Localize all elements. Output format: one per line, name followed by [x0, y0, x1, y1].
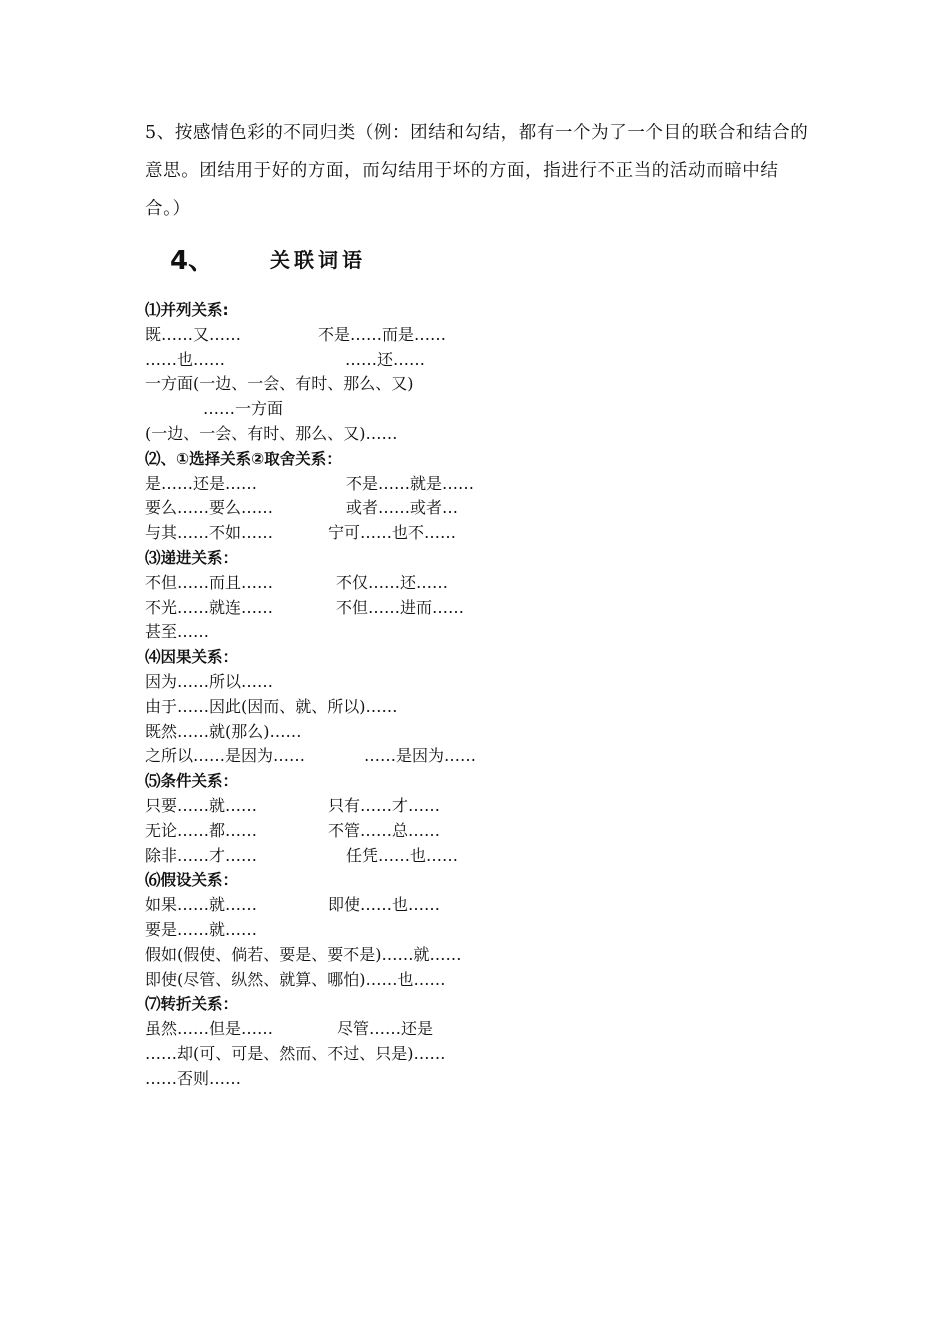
list-item — [145, 943, 645, 968]
item-right: 尽管……还是 — [337, 1019, 434, 1039]
section-title: ⑸条件关系： — [145, 772, 239, 791]
list-item — [145, 918, 645, 943]
section-title-row — [145, 298, 645, 323]
list-item — [145, 348, 645, 373]
item-left: 假如(假使、倘若、要是、要不是)……就…… — [145, 944, 462, 964]
item-left: 无论……都…… — [145, 820, 258, 840]
item-left: 既……又…… — [145, 324, 242, 344]
item-right: 或者……或者… — [346, 498, 459, 518]
heading-title: 关联词语 — [270, 248, 366, 272]
list-item — [145, 521, 645, 546]
list-item — [145, 620, 645, 645]
list-item — [145, 1042, 645, 1067]
list-item — [145, 968, 645, 993]
item-left: 是……还是…… — [145, 473, 258, 493]
item-left: 要是……就…… — [145, 919, 258, 939]
item-right: ……是因为…… — [364, 746, 477, 766]
item-left: ……却(可、可是、然而、不过、只是)…… — [145, 1043, 446, 1063]
item-left: 要么……要么…… — [145, 498, 274, 518]
item-right: 不但……进而…… — [336, 597, 465, 617]
list-item — [145, 496, 645, 521]
list-item — [145, 1067, 645, 1092]
section-title-row — [145, 546, 645, 571]
item-right: 任凭……也…… — [346, 845, 459, 865]
item-left: 如果……就…… — [145, 895, 258, 915]
item-right: 即使……也…… — [328, 895, 441, 915]
section-title: ⑺转折关系： — [145, 995, 239, 1014]
intro-paragraph: 5、按感情色彩的不同归类（例：团结和勾结，都有一个为了一个目的联合和结合的意思。团结用于好的方面，而勾结用于坏的方面，指进行不正当的活动而暗中结合。） — [145, 123, 809, 219]
section-title-row — [145, 447, 645, 472]
item-left: 与其……不如…… — [145, 523, 274, 543]
item-left: 不但……而且…… — [145, 572, 274, 592]
item-left: ……也…… — [145, 349, 226, 369]
section-title-row — [145, 769, 645, 794]
list-item — [145, 695, 645, 720]
list-item — [145, 794, 645, 819]
list-item — [145, 893, 645, 918]
item-right: ……还…… — [345, 349, 426, 369]
section-title: ⑹假设关系： — [145, 871, 239, 890]
section-title: ⑶递进关系： — [145, 548, 239, 567]
conjunction-list — [145, 298, 645, 1092]
item-right: 不仅……还…… — [336, 572, 449, 592]
list-item — [145, 596, 645, 621]
item-left: ……否则…… — [145, 1068, 242, 1088]
item-left: 由于……因此(因而、就、所以)…… — [145, 696, 398, 716]
item-right: 只有……才…… — [328, 795, 441, 815]
section-title-row — [145, 868, 645, 893]
item-left: 不光……就连…… — [145, 597, 274, 617]
list-item — [145, 323, 645, 348]
section-title: ⑴并列关系: — [145, 301, 229, 319]
item-left: ……一方面 — [203, 399, 284, 419]
item-left: 除非……才…… — [145, 845, 258, 865]
list-item — [145, 844, 645, 869]
section-title-row — [145, 645, 645, 670]
item-left: (一边、一会、有时、那么、又)…… — [145, 423, 398, 443]
list-item — [145, 670, 645, 695]
list-item — [145, 571, 645, 596]
list-item — [145, 720, 645, 745]
item-right: 不是……就是…… — [346, 473, 475, 493]
item-right: 不是……而是…… — [318, 324, 447, 344]
item-left: 一方面(一边、一会、有时、那么、又) — [145, 374, 414, 394]
list-item — [145, 422, 645, 447]
list-item — [145, 819, 645, 844]
item-right: 不管……总…… — [328, 820, 441, 840]
item-left: 因为……所以…… — [145, 671, 274, 691]
list-item — [145, 472, 645, 497]
section-title: ⑵、①选择关系②取舍关系： — [145, 449, 342, 468]
item-right: 宁可……也不…… — [328, 523, 457, 543]
list-item — [145, 1017, 645, 1042]
item-left: 即使(尽管、纵然、就算、哪怕)……也…… — [145, 969, 446, 989]
list-item — [145, 372, 645, 397]
list-item — [145, 744, 645, 769]
item-left: 虽然……但是…… — [145, 1019, 274, 1039]
item-left: 甚至…… — [145, 622, 210, 642]
heading-number: 4、 — [170, 246, 215, 276]
section-title: ⑷因果关系： — [145, 648, 239, 667]
section-title-row — [145, 992, 645, 1017]
item-left: 只要……就…… — [145, 795, 258, 815]
list-item — [145, 397, 645, 422]
item-left: 既然……就(那么)…… — [145, 721, 302, 741]
item-left: 之所以……是因为…… — [145, 746, 306, 766]
